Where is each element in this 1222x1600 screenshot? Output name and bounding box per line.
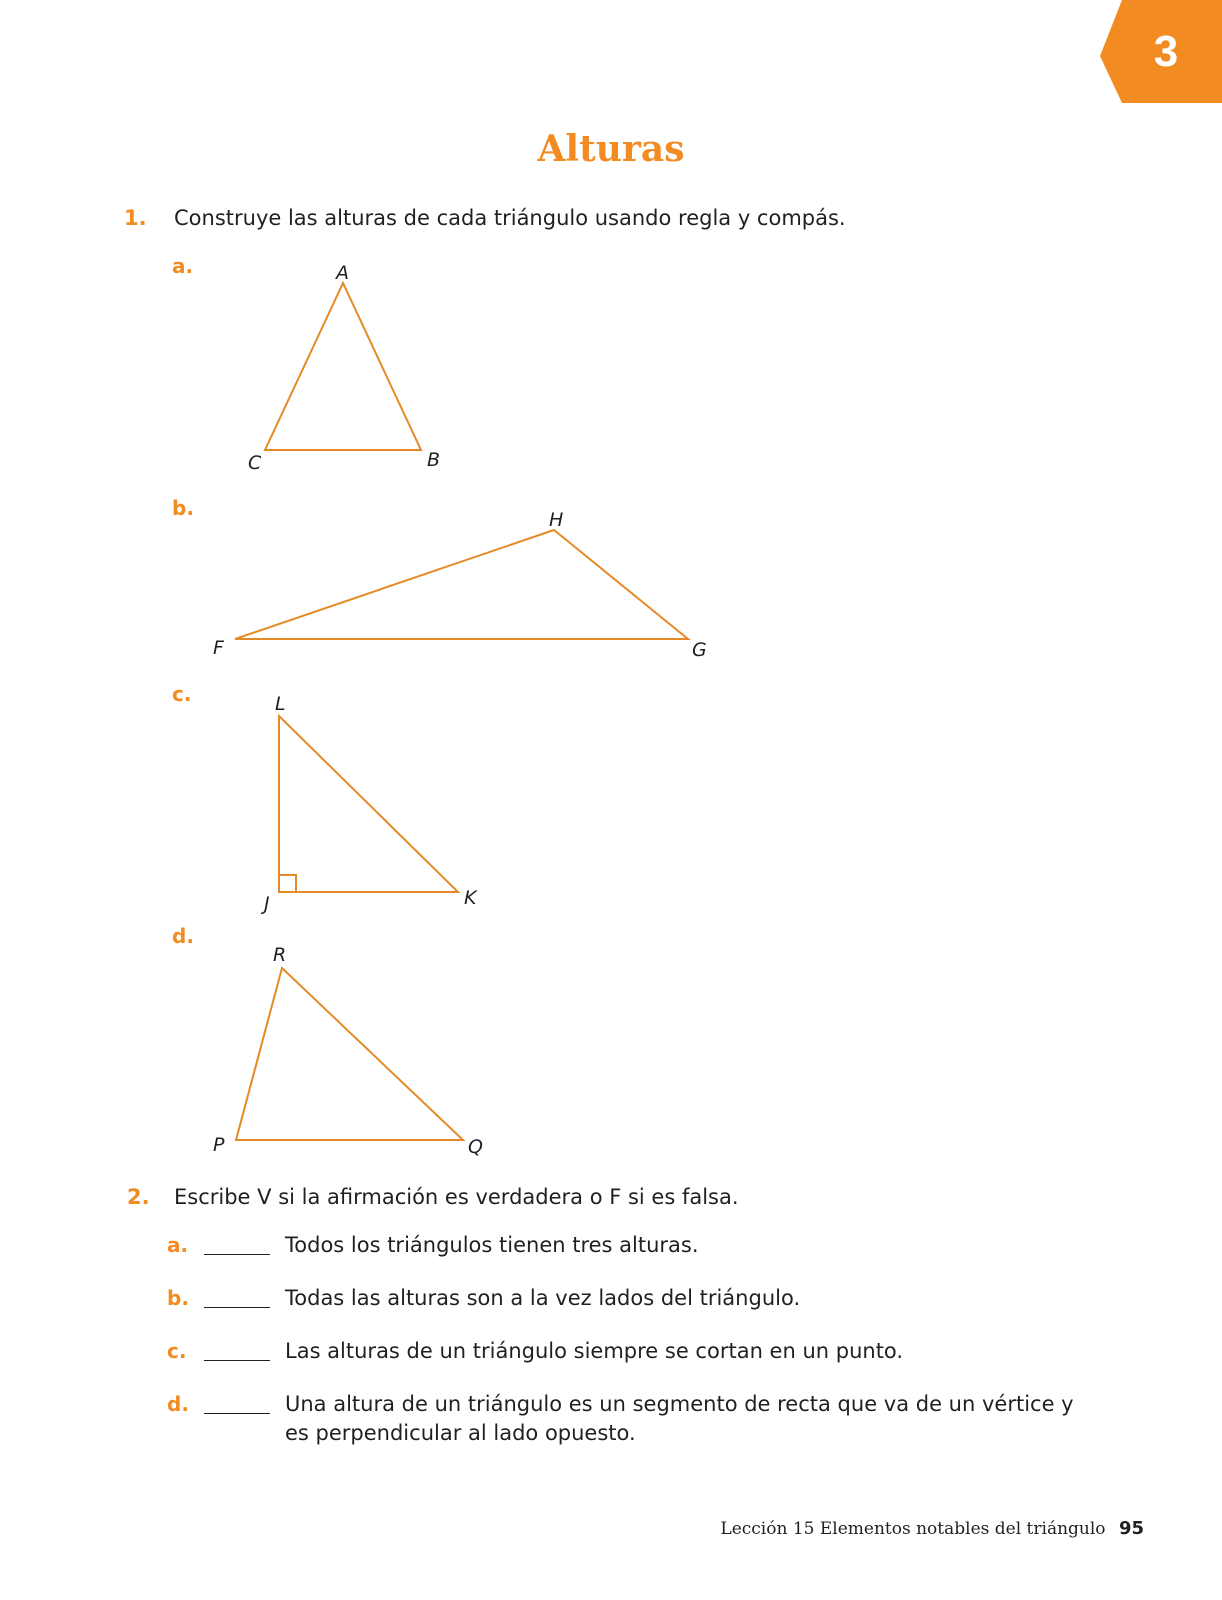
page-footer: [720, 1518, 1144, 1539]
answer-blank-a[interactable]: [204, 1254, 270, 1255]
footer-lesson: Lección 15: [720, 1519, 815, 1539]
page-title: Alturas: [537, 128, 685, 170]
vertex-c-label: C: [248, 452, 262, 474]
footer-topic: Elementos notables del triángulo: [819, 1519, 1106, 1539]
q2-item-a-label: a.: [167, 1233, 189, 1257]
q2-item-c-label: c.: [167, 1339, 187, 1363]
vertex-q-label: Q: [468, 1136, 483, 1158]
question-1-text: Construye las alturas de cada triángulo usando regla y compás.: [174, 206, 846, 230]
vertex-p-label: P: [213, 1134, 225, 1156]
q2-item-d-text: Una altura de un triángulo es un segmento de recta que va de un vértice y es perpendicular al lado opuesto.: [285, 1392, 1074, 1445]
q1-item-c-label: c.: [172, 682, 192, 706]
q1-item-a-label: a.: [172, 254, 194, 278]
answer-blank-b[interactable]: [204, 1307, 270, 1308]
answer-blank-c[interactable]: [204, 1360, 270, 1361]
vertex-r-label: R: [273, 944, 287, 966]
question-2-number: 2.: [127, 1185, 150, 1209]
vertex-j-label: J: [264, 893, 270, 915]
triangle-pqr: [236, 968, 463, 1140]
chapter-number: 3: [1153, 26, 1179, 76]
vertex-a-label: A: [336, 262, 349, 284]
q2-item-b-text: Todas las alturas son a la vez lados del triángulo.: [285, 1286, 801, 1310]
triangle-abc: [265, 283, 421, 450]
vertex-g-label: G: [692, 639, 707, 661]
vertex-b-label: B: [427, 449, 441, 471]
question-1-number: 1.: [124, 206, 147, 230]
triangle-jkl: [279, 716, 458, 892]
q2-item-a-text: Todos los triángulos tienen tres alturas.: [285, 1233, 699, 1257]
answer-blank-d[interactable]: [204, 1413, 270, 1414]
vertex-f-label: F: [213, 637, 224, 659]
page-number: 95: [1118, 1518, 1144, 1539]
q2-item-b-label: b.: [167, 1286, 189, 1310]
triangle-fgh: [235, 530, 688, 639]
q2-item-c-text: Las alturas de un triángulo siempre se cortan en un punto.: [285, 1339, 904, 1363]
vertex-k-label: K: [464, 887, 477, 909]
right-angle-marker: [279, 875, 296, 892]
vertex-l-label: L: [275, 693, 286, 715]
question-2-text: Escribe V si la afirmación es verdadera o F si es falsa.: [174, 1185, 739, 1209]
vertex-h-label: H: [549, 509, 564, 531]
q1-item-b-label: b.: [172, 496, 194, 520]
q1-item-d-label: d.: [172, 924, 194, 948]
q2-item-d-label: d.: [167, 1392, 189, 1416]
